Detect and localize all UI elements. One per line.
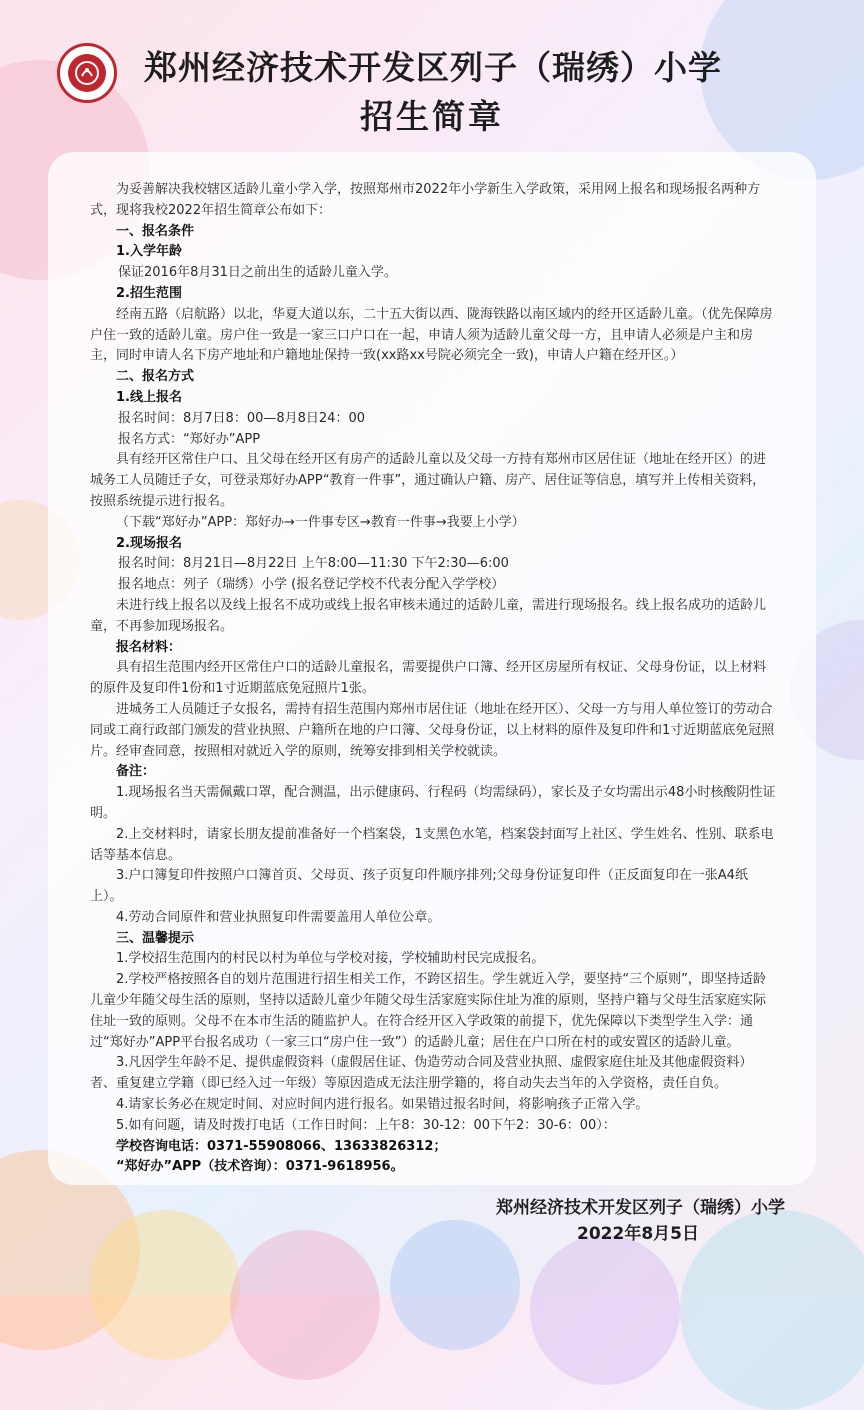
section-heading: 一、报名条件 (116, 223, 195, 239)
app-phone: “郑好办”APP（技术咨询）：0371-9618956。 (116, 1159, 404, 1175)
logo-emblem-icon (74, 60, 100, 86)
subsection-heading: 1.线上报名 (116, 389, 182, 405)
paragraph: 报名时间：8月21日—8月22日 上午8:00—11:30 下午2:30—6:00 (118, 556, 509, 572)
paragraph: 3.户口簿复印件按照户口簿首页、父母页、孩子页复印件顺序排列;父母身份证复印件（正反面复印在一张A4纸上）。 (90, 868, 748, 905)
paragraph: 3.凡因学生年龄不足、提供虚假资料（虚假居住证、伪造劳动合同及营业执照、虚假家庭住址及其他虚假资料）者、重复建立学籍（即已经入过一年级）等原因造成无法注册学籍的，将自动失去当年的入学资格，责任自负。 (90, 1055, 753, 1092)
paragraph: 2.上交材料时，请家长朋友提前准备好一个档案袋，1支黑色水笔，档案袋封面写上社区、学生姓名、性别、联系电话等基本信息。 (90, 826, 774, 863)
signature-date: 2022年8月5日 (577, 1224, 699, 1244)
paragraph: 经南五路（启航路）以北，华夏大道以东，二十五大街以西、陇海铁路以南区域内的经开区适龄儿童。（优先保障房户住一致的适龄儿童。房户住一致是一家三口户口在一起，申请人须为适龄儿童父母一方，且申请人必须是户主和房主，同时申请人名下房产地址和户籍地址保持一致(xx路xx号院必须完全一致)，申请人户籍在经开区。） (90, 306, 773, 364)
paragraph: 1.学校招生范围内的村民以村为单位与学校对接，学校辅助村民完成报名。 (116, 951, 545, 967)
page-header (0, 28, 864, 138)
subsection-heading: 报名材料： (116, 639, 182, 655)
subsection-heading: 2.招生范围 (116, 285, 182, 301)
document-body (90, 180, 778, 1178)
decor-bubble (530, 1235, 680, 1385)
school-phone: 学校咨询电话：0371-55908066、13633826312； (116, 1138, 447, 1154)
paragraph: 具有经开区常住户口、且父母在经开区有房产的适龄儿童以及父母一方持有郑州市区居住证（地址在经开区）的进城务工人员随迁子女，可登录郑好办APP“教育一件事”，通过确认户籍、房产、居住证等信息，填写并上传相关资料，按照系统提示进行报名。 (90, 452, 767, 509)
paragraph: 5.如有问题，请及时拨打电话（工作日时间：上午8：30-12：00下午2：30-6：00）： (116, 1117, 616, 1133)
page-subtitle: 招生简章 (360, 97, 504, 136)
paragraph: 未进行线上报名以及线上报名不成功或线上报名审核未通过的适龄儿童，需进行现场报名。线上报名成功的适龄儿童，不再参加现场报名。 (90, 597, 767, 634)
paragraph: 具有招生范围内经开区常住户口的适龄儿童报名，需要提供户口簿、经开区房屋所有权证、父母身份证，以上材料的原件及复印件1份和1寸近期蓝底免冠照片1张。 (90, 660, 767, 697)
section-heading: 二、报名方式 (116, 369, 195, 385)
paragraph: 2.学校严格按照各自的划片范围进行招生相关工作，不跨区招生。学生就近入学，要坚持“三个原则”，即坚持适龄儿童少年随父母生活的原则，坚持以适龄儿童少年随父母生活家庭实际住址为准的原则，坚持户籍与父母生活家庭实际住址一致的原则。父母不在本市生活的随监护人。在符合经开区入学政策的前提下，优先保障以下类型学生入学：通过“郑好办”APP平台报名成功（一家三口“房户住一致”）的适龄儿童；居住在户口所在村的或安置区的适龄儿童。 (90, 972, 767, 1050)
paragraph: 进城务工人员随迁子女报名，需持有招生范围内郑州市居住证（地址在经开区）、父母一方与用人单位签订的劳动合同或工商行政部门颁发的营业执照、户籍所在地的户口簿、父母身份证，以上材料的原件及复印件和1寸近期蓝底免冠照片。经审查同意，按照相对就近入学的原则，统筹安排到相关学校就读。 (90, 701, 775, 759)
paragraph: 报名地点：列子（瑞绣）小学 (报名登记学校不代表分配入学学校） (118, 577, 505, 593)
signature-school: 郑州经济技术开发区列子（瑞绣）小学 (496, 1198, 785, 1218)
paragraph: 报名方式：“郑好办”APP (118, 431, 261, 447)
subsection-heading: 备注： (116, 764, 156, 780)
signature-block (440, 1195, 785, 1247)
paragraph: 保证2016年8月31日之前出生的适龄儿童入学。 (118, 265, 397, 281)
section-heading: 三、温馨提示 (116, 930, 195, 946)
paragraph: 4.请家长务必在规定时间、对应时间内进行报名。如果错过报名时间，将影响孩子正常入学。 (116, 1097, 649, 1113)
intro-paragraph: 为妥善解决我校辖区适龄儿童小学入学，按照郑州市2022年小学新生入学政策，采用网上报名和现场报名两种方式，现将我校2022年招生简章公布如下： (90, 182, 761, 218)
paragraph: 4.劳动合同原件和营业执照复印件需要盖用人单位公章。 (116, 909, 441, 925)
decor-bubble (230, 1230, 380, 1380)
paragraph: （下载“郑好办”APP：郑好办→一件事专区→教育一件事→我要上小学） (116, 514, 525, 530)
paragraph: 1.现场报名当天需佩戴口罩，配合测温，出示健康码、行程码（均需绿码），家长及子女均需出示48小时核酸阴性证明。 (90, 785, 776, 821)
page-title: 郑州经济技术开发区列子（瑞绣）小学 (144, 48, 722, 87)
subsection-heading: 1.入学年龄 (116, 244, 182, 260)
paragraph: 报名时间：8月7日8：00—8月8日24：00 (118, 410, 365, 426)
decor-bubble (90, 1210, 240, 1360)
subsection-heading: 2.现场报名 (116, 535, 182, 551)
